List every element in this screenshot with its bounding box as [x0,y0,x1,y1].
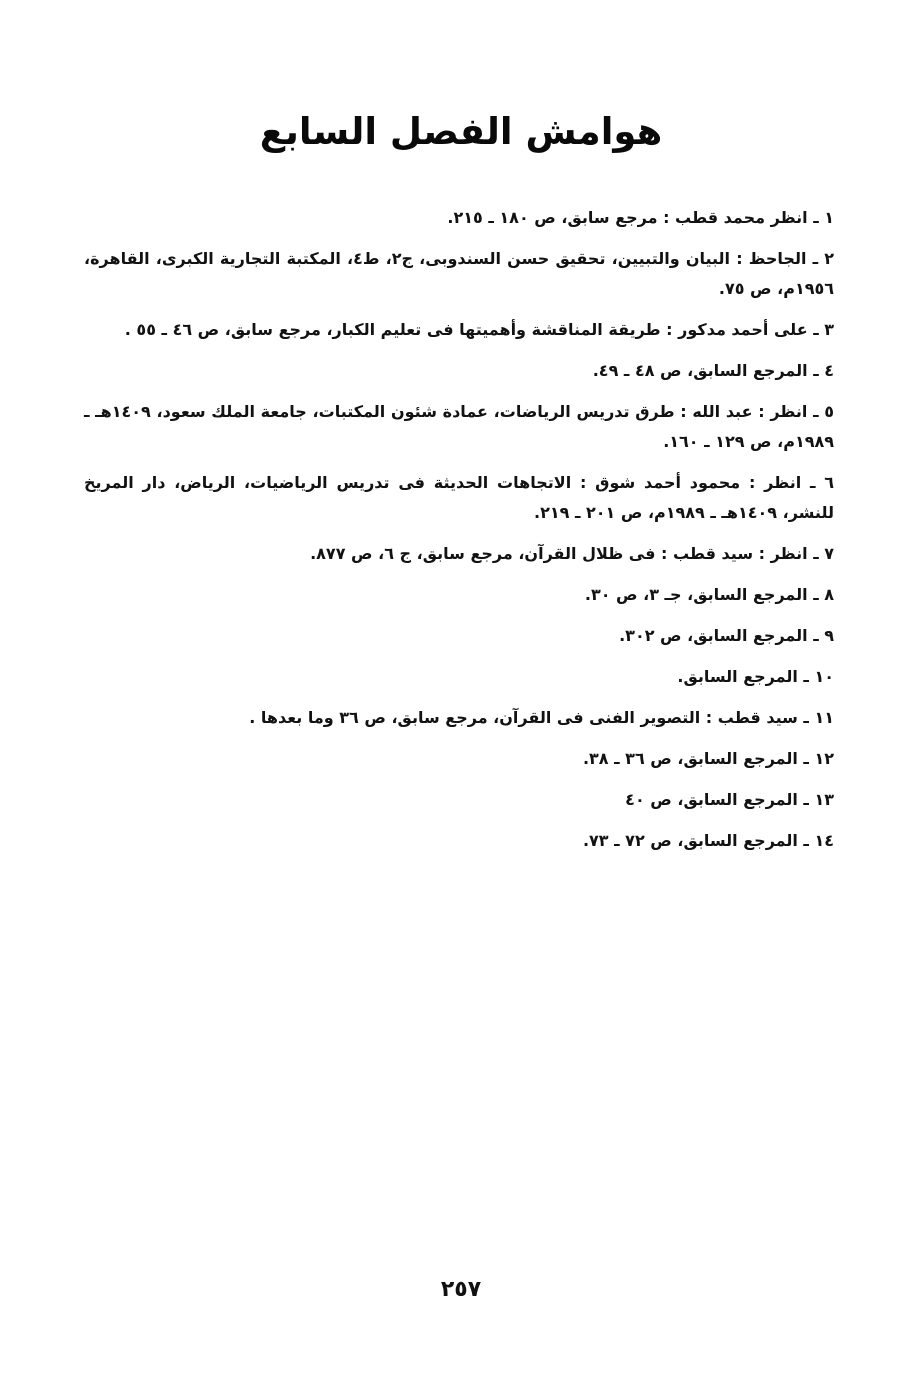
footnote-text: سيد قطب : التصوير الفنى فى القرآن، مرجع سابق، ص ٣٦ وما بعدها . [249,708,798,727]
footnote-text: المرجع السابق، ص ٣٠٢. [619,626,808,645]
footnote-separator: ـ [807,361,825,380]
footnote [84,539,834,569]
footnote [84,468,834,528]
footnote-separator: ـ [797,708,815,727]
footnote [84,662,834,692]
footnote [84,244,834,304]
footnote-text: انظر : سيد قطب : فى ظلال القرآن، مرجع سابق، ج ٦، ص ٨٧٧. [310,544,808,563]
footnote [84,826,834,856]
footnote [84,621,834,651]
footnote-text: المرجع السابق، ص ٤٨ ـ ٤٩. [592,361,808,380]
footnote-separator: ـ [807,626,825,645]
footnote-text: المرجع السابق. [677,667,798,686]
footnote-text: الجاحظ : البيان والتبيين، تحقيق حسن السندوبى، ج٢، ط٤، المكتبة التجارية الكبرى، القاهرة، ١٩٥٦م، ص ٧٥. [84,249,834,298]
footnote-number: ٣ [824,320,834,339]
footnote-text: انظر : عبد الله : طرق تدريس الرياضات، عمادة شئون المكتبات، جامعة الملك سعود، ١٤٠٩هـ ـ ١٩٨٩م، ص ١٢٩ ـ ١٦٠. [84,402,834,451]
footnote [84,785,834,815]
footnote [84,356,834,386]
footnote-text: على أحمد مدكور : طريقة المناقشة وأهميتها فى تعليم الكبار، مرجع سابق، ص ٤٦ ـ ٥٥ . [124,320,808,339]
footnote-number: ٤ [824,361,834,380]
footnote-separator: ـ [797,831,815,850]
footnote-number: ١٠ [814,667,834,686]
footnote-separator: ـ [797,667,815,686]
footnote [84,703,834,733]
footnotes-list [84,203,834,867]
footnote-text: المرجع السابق، ص ٧٢ ـ ٧٣. [582,831,798,850]
footnote-separator: ـ [807,208,825,227]
footnote [84,744,834,774]
footnote-number: ١٣ [814,790,834,809]
footnote-number: ٦ [824,473,834,492]
footnote-number: ٨ [824,585,834,604]
footnote-separator: ـ [807,402,825,421]
chapter-notes-title: هوامش الفصل السابع [259,110,663,153]
footnote [84,315,834,345]
footnote-number: ١ [824,208,834,227]
footnote-text: انظر : محمود أحمد شوق : الاتجاهات الحديثة فى تدريس الرياضيات، الرياض، دار المريخ للنشر، ١٤٠٩هـ ـ ١٩٨٩م، ص ٢٠١ ـ ٢١٩. [84,473,834,522]
footnote-separator: ـ [807,544,825,563]
footnote-text: المرجع السابق، جـ ٣، ص ٣٠. [584,585,808,604]
page-number: ٢٥٧ [440,1277,482,1302]
footnote-number: ١٢ [814,749,834,768]
footnote-number: ٥ [824,402,835,421]
footnote [84,397,834,457]
footnote-text: المرجع السابق، ص ٣٦ ـ ٣٨. [582,749,798,768]
footnote-number: ٧ [824,544,834,563]
footnote-number: ١٤ [814,831,834,850]
footnote-separator: ـ [807,585,825,604]
footnote-text: المرجع السابق، ص ٤٠ [625,790,798,809]
footnote-text: انظر محمد قطب : مرجع سابق، ص ١٨٠ ـ ٢١٥. [447,208,808,227]
footnote-separator: ـ [797,790,815,809]
footnote-separator: ـ [801,473,825,492]
footnote-separator: ـ [807,320,825,339]
footnote-number: ٩ [824,626,834,645]
footnote-number: ٢ [824,249,835,268]
footnote-separator: ـ [806,249,825,268]
footnote [84,203,834,233]
footnote-separator: ـ [797,749,815,768]
footnote-number: ١١ [814,708,834,727]
footnote [84,580,834,610]
